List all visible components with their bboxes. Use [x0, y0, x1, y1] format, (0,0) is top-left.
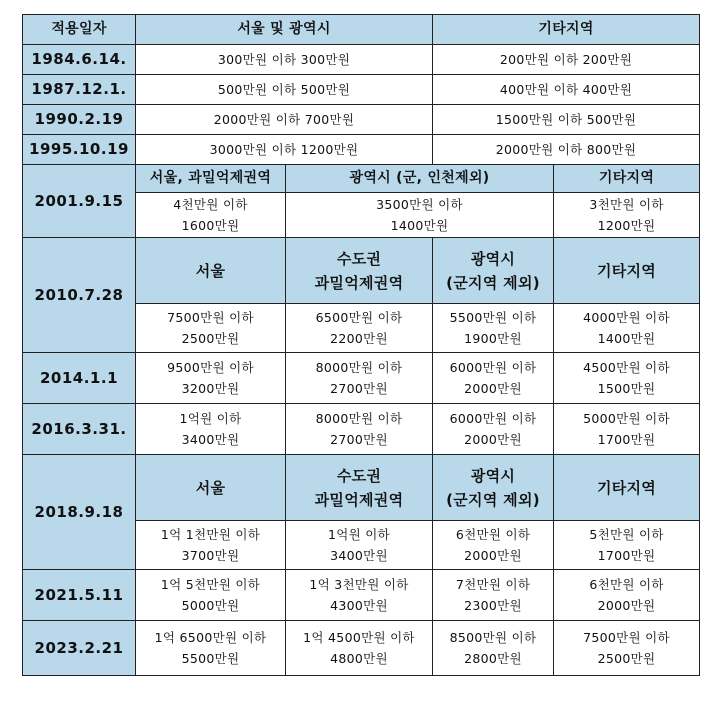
- cell-metro: 6천만원 이하 2000만원: [433, 521, 554, 570]
- header-date: 적용일자: [23, 15, 136, 45]
- table-row: [23, 75, 700, 105]
- cell-other: 2000만원 이하 800만원: [433, 135, 700, 165]
- subheader-other: 기타지역: [554, 238, 700, 304]
- cell-other: 5000만원 이하 1700만원: [554, 404, 700, 455]
- table-row: [23, 105, 700, 135]
- cell-other: 6천만원 이하 2000만원: [554, 570, 700, 621]
- table-row: [23, 404, 700, 455]
- row-date: 2016.3.31.: [23, 404, 136, 455]
- table-row: [23, 353, 700, 404]
- subheader-capital: 수도권 과밀억제권역: [286, 238, 433, 304]
- cell-capital: 8000만원 이하 2700만원: [286, 353, 433, 404]
- cell-seoul-overcrowded: 4천만원 이하 1600만원: [136, 193, 286, 238]
- subheader-metro: 광역시 (군지역 제외): [433, 238, 554, 304]
- row-date: 2018.9.18: [23, 455, 136, 570]
- cell-metro: 3500만원 이하 1400만원: [286, 193, 554, 238]
- row-date: 1987.12.1.: [23, 75, 136, 105]
- cell-capital: 1억 3천만원 이하 4300만원: [286, 570, 433, 621]
- cell-other: 4500만원 이하 1500만원: [554, 353, 700, 404]
- cell-other: 5천만원 이하 1700만원: [554, 521, 700, 570]
- subheader-metro: 광역시 (군, 인천제외): [286, 165, 554, 193]
- row-date: 1995.10.19: [23, 135, 136, 165]
- subheader-seoul-overcrowded: 서울, 과밀억제권역: [136, 165, 286, 193]
- subheader-capital: 수도권 과밀억제권역: [286, 455, 433, 521]
- cell-seoul: 2000만원 이하 700만원: [136, 105, 433, 135]
- cell-seoul: 1억원 이하 3400만원: [136, 404, 286, 455]
- row-date: 2001.9.15: [23, 165, 136, 238]
- cell-metro: 8500만원 이하 2800만원: [433, 621, 554, 676]
- row-date: 2023.2.21: [23, 621, 136, 676]
- cell-other: 1500만원 이하 500만원: [433, 105, 700, 135]
- cell-seoul: 1억 5천만원 이하 5000만원: [136, 570, 286, 621]
- cell-capital: 8000만원 이하 2700만원: [286, 404, 433, 455]
- cell-metro: 5500만원 이하 1900만원: [433, 304, 554, 353]
- cell-other: 3천만원 이하 1200만원: [554, 193, 700, 238]
- row-date: 1990.2.19: [23, 105, 136, 135]
- cell-other: 4000만원 이하 1400만원: [554, 304, 700, 353]
- row-date: 2021.5.11: [23, 570, 136, 621]
- cell-metro: 7천만원 이하 2300만원: [433, 570, 554, 621]
- subheader-other: 기타지역: [554, 455, 700, 521]
- cell-metro: 6000만원 이하 2000만원: [433, 353, 554, 404]
- cell-capital: 1억원 이하 3400만원: [286, 521, 433, 570]
- cell-seoul: 500만원 이하 500만원: [136, 75, 433, 105]
- row-date: 2014.1.1: [23, 353, 136, 404]
- table-subheader-row: [23, 238, 700, 304]
- table-row: [23, 165, 700, 193]
- cell-capital: 1억 4500만원 이하 4800만원: [286, 621, 433, 676]
- cell-other: 200만원 이하 200만원: [433, 45, 700, 75]
- row-date: 1984.6.14.: [23, 45, 136, 75]
- cell-capital: 6500만원 이하 2200만원: [286, 304, 433, 353]
- subheader-seoul: 서울: [136, 238, 286, 304]
- cell-seoul: 3000만원 이하 1200만원: [136, 135, 433, 165]
- cell-seoul: 9500만원 이하 3200만원: [136, 353, 286, 404]
- table-header-row: [23, 15, 700, 45]
- header-other: 기타지역: [433, 15, 700, 45]
- table-row: [23, 621, 700, 676]
- header-seoul-metro: 서울 및 광역시: [136, 15, 433, 45]
- table-row: [23, 570, 700, 621]
- table-subheader-row: [23, 455, 700, 521]
- cell-other: 7500만원 이하 2500만원: [554, 621, 700, 676]
- cell-metro: 6000만원 이하 2000만원: [433, 404, 554, 455]
- deposit-protection-table: [22, 14, 700, 676]
- cell-seoul: 7500만원 이하 2500만원: [136, 304, 286, 353]
- subheader-other: 기타지역: [554, 165, 700, 193]
- table-row: [23, 135, 700, 165]
- subheader-seoul: 서울: [136, 455, 286, 521]
- cell-other: 400만원 이하 400만원: [433, 75, 700, 105]
- cell-seoul: 1억 6500만원 이하 5500만원: [136, 621, 286, 676]
- cell-seoul: 300만원 이하 300만원: [136, 45, 433, 75]
- table-row: [23, 45, 700, 75]
- row-date: 2010.7.28: [23, 238, 136, 353]
- cell-seoul: 1억 1천만원 이하 3700만원: [136, 521, 286, 570]
- subheader-metro: 광역시 (군지역 제외): [433, 455, 554, 521]
